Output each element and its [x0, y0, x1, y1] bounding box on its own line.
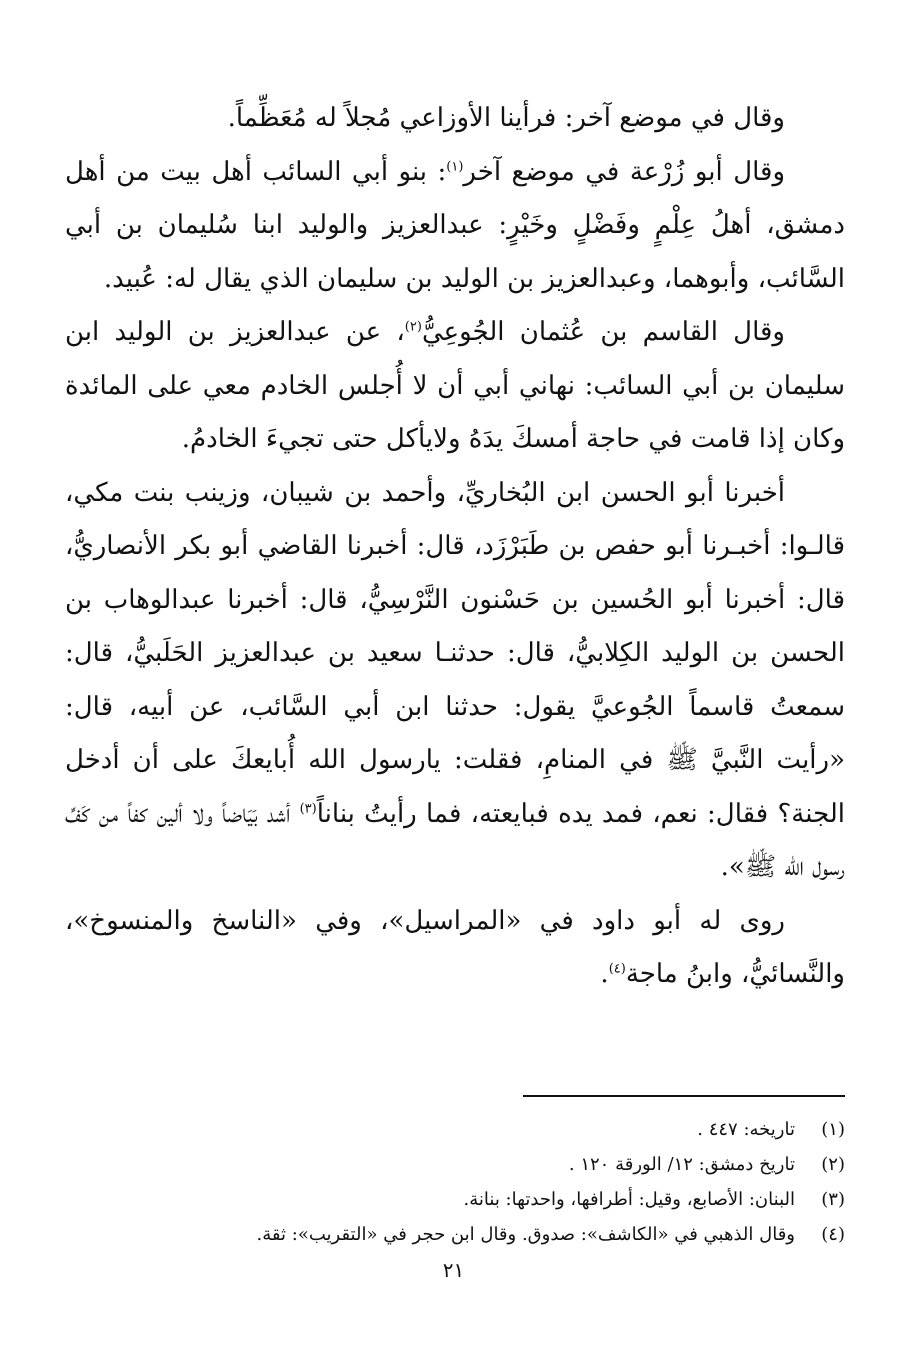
footnote-2 [65, 1147, 845, 1182]
page-number: ٢١ [442, 1258, 465, 1282]
paragraph-2 [65, 146, 845, 307]
paragraph-text: وقال أبو زُرْعة في موضع آخر [463, 156, 785, 187]
paragraph-text: روى له أبو داود في «المراسيل»، وفي «الناسخ والمنسوخ»، والنَّسائيُّ، وابنُ ماجة [65, 905, 845, 989]
paragraph-text: : بنو أبي السائب أهل بيت من أهل دمشق، أهلُ عِلْمٍ وفَضْلٍ وخَيْرٍ: عبدالعزيز والوليد ابنا سُليمان بن أبي السَّائب، وأبوهما، وعبدالعزيز بن الوليد بن سليمان الذي يقال له: عُبيد. [65, 156, 845, 294]
footnote-4 [65, 1217, 845, 1252]
footnote-number: (٣) [821, 1189, 845, 1210]
paragraph-3 [65, 306, 845, 467]
footnote-ref-2[interactable]: (٢) [404, 319, 422, 335]
footnote-text: البنان: الأصابع، وقيل: أطرافها، واحدتها: بنانة. [463, 1189, 795, 1210]
footnote-ref-1[interactable]: (١) [446, 158, 464, 174]
paragraph-text: أشد بَيَاضاً ولا ألين كفاً من كَفِّ رسول الله ﷺ». [65, 798, 845, 882]
paragraph-text: وقال في موضع آخر: فرأينا الأوزاعي مُجلاً له مُعَظِّماً. [227, 103, 785, 133]
paragraph-text: أخبرنا أبو الحسن ابن البُخاريِّ، وأحمد بن شيبان، وزينب بنت مكي، قالـوا: أخبـرنا أبو حفص بن طَبَرْزَد، قال: أخبرنا القاضي أبو بكر الأنصاريُّ، قال: أخبرنا أبو الحُسين بن حَسْنون النَّرْسِيُّ، قال: أخبرنا عبدالوهاب بن الحسن بن الوليد الكِلابيُّ، قال: حدثنـا سعيد بن عبدالعزيز الحَلَبيُّ، قال: سمعتُ قاسماً الجُوعيَّ يقول: حدثنا ابن أبي السَّائب، عن أبيه، قال: «رأيت النَّبيَّ ﷺ في المنامِ، فقلت: يارسول الله أُبايعكَ على أن أدخل الجنة؟ فقال: نعم، فمد يده فبايعته، فما رأيتُ بناناً [65, 477, 845, 829]
paragraph-text: وقال القاسم بن عُثمان الجُوعِيُّ [421, 317, 785, 347]
footnote-ref-4[interactable]: (٤) [608, 961, 626, 977]
paragraph-5 [65, 895, 845, 1002]
paragraph-4 [65, 467, 845, 895]
footnotes [65, 1112, 845, 1252]
footnote-1 [65, 1112, 845, 1147]
footnote-3 [65, 1182, 845, 1217]
paragraph-text: . [600, 959, 609, 989]
main-text [65, 92, 845, 1002]
footnote-text: تاريخ دمشق: ١٢/ الورقة ١٢٠ . [568, 1154, 795, 1175]
paragraph-text: ، عن عبدالعزيز بن الوليد ابن سليمان بن أبي السائب: نهاني أبي أن لا أُجلس الخادم معي على المائدة وكان إذا قامت في حاجة أمسكَ يدَهُ ولايأكل حتى تجيءَ الخادمُ. [65, 317, 845, 454]
footnote-number: (٢) [821, 1154, 845, 1175]
footnote-ref-3[interactable]: (٣) [299, 800, 317, 816]
footnote-number: (١) [821, 1119, 845, 1140]
footnote-text: وقال الذهبي في «الكاشف»: صدوق. وقال ابن حجر في «التقريب»: ثقة. [256, 1224, 795, 1245]
paragraph-1 [65, 92, 845, 146]
footnote-separator [523, 1095, 845, 1097]
footnote-number: (٤) [821, 1224, 845, 1245]
footnote-text: تاريخه: ٤٤٧ . [697, 1119, 795, 1140]
